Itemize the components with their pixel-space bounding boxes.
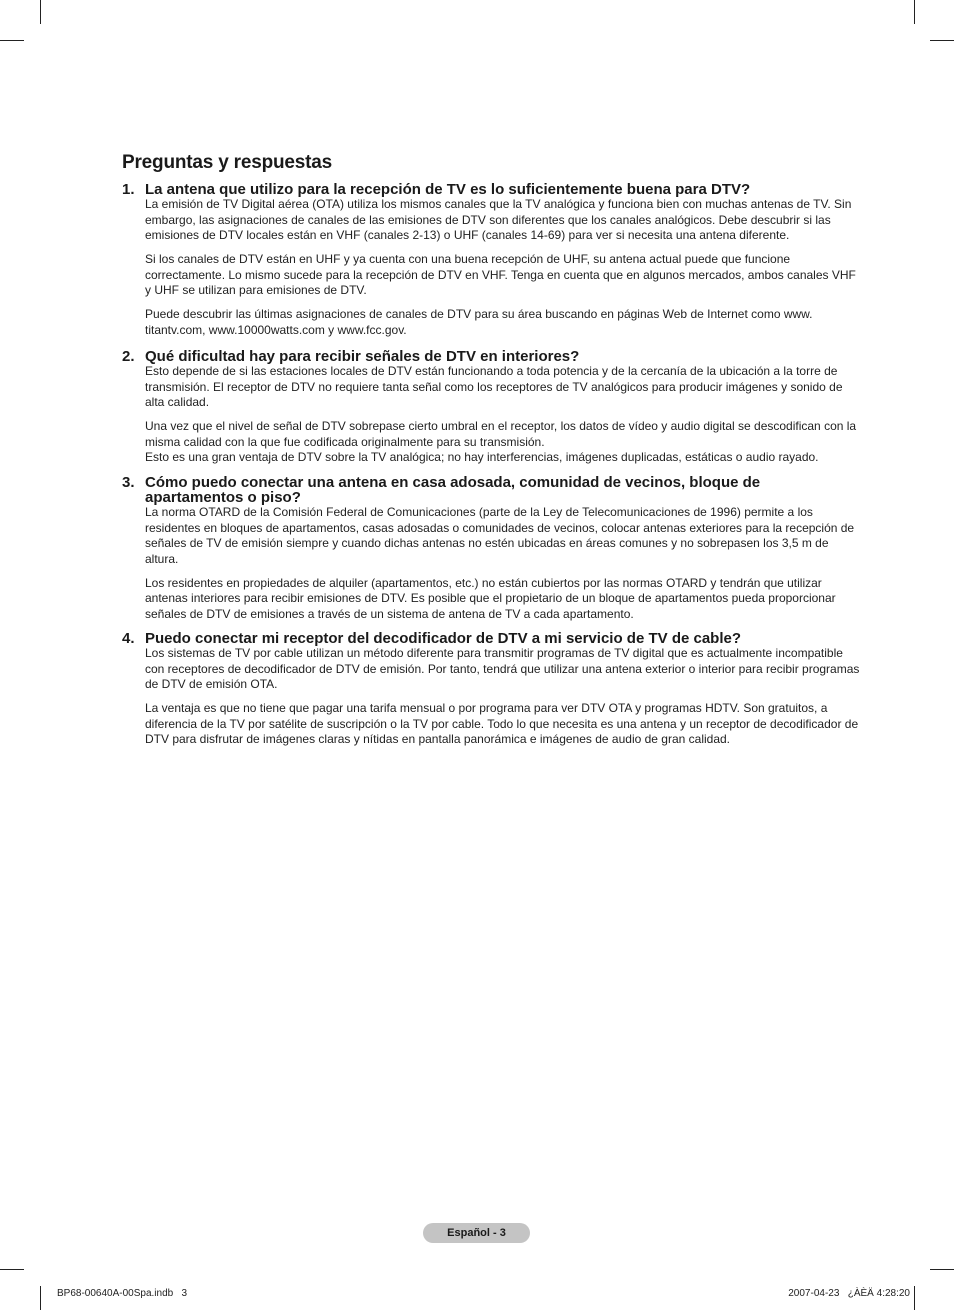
question-text: Qué dificultad hay para recibir señales de DTV en interiores?: [145, 348, 580, 365]
answer-paragraph: La emisión de TV Digital aérea (OTA) utiliza los mismos canales que la TV analógica y funciona bien con muchas antenas de TV. Sin embargo, las asignaciones de canales de las emisiones de DTV son diferentes que los canales analógicos. Debe descubrir si las emisiones de DTV locales están en VHF (canales 2-13) o UHF (canales 14-69) para ver si necesita una antena diferente.: [145, 197, 852, 243]
page-title: Preguntas y respuestas: [122, 152, 332, 173]
question-number: 3.: [122, 474, 135, 491]
answer: [145, 197, 860, 339]
answer-paragraph: La norma OTARD de la Comisión Federal de Comunicaciones (parte de la Ley de Telecomunicaciones de 1996) permite a los residentes en bloques de apartamentos, casas adosadas o comunidades de vecinos, colocar antenas exteriores para la recepción de señales de TV de emisión siempre y cuando dichas antenas no estén ubicadas en áreas comunes y no sobrepasen los 3,5 m de altura.: [145, 505, 855, 566]
answer-paragraph: Los sistemas de TV por cable utilizan un método diferente para transmitir programas de TV digital que es actualmente incompatible con receptores de decodificador de DTV de emisión. Por tanto, tendrá que utilizar una antena exterior o interior para recibir programas de DTV de emisión OTA.: [145, 646, 860, 692]
footer-timestamp: 2007-04-23 ¿ÀÈÄ 4:28:20: [788, 1288, 910, 1299]
answer-paragraph: Los residentes en propiedades de alquiler (apartamentos, etc.) no están cubiertos por las normas OTARD y tendrán que utilizar antenas interiores para recibir emisiones de DTV. Es posible que el propietario de un bloque de apartamentos pueda proporcionar señales de DTV de emisiones a través de un sistema de antena de TV a cada apartamento.: [145, 575, 836, 621]
crop-mark-top-left-horizontal: [0, 40, 24, 41]
answer: [145, 364, 860, 466]
crop-mark-bottom-left-horizontal: [0, 1269, 24, 1270]
question-number: 1.: [122, 181, 135, 198]
question-4: [122, 631, 860, 748]
answer: [145, 646, 860, 748]
answer-paragraph: Esto depende de si las estaciones locales de DTV están funcionando a toda potencia y de la cercanía de la ubicación a la torre de transmisión. El receptor de DTV no requiere tanta señal como los receptores de TV analógicos para producir imágenes y sonido de alta calidad.: [145, 364, 843, 410]
question-text: Cómo puedo conectar una antena en casa adosada, comunidad de vecinos, bloque de apartamentos o piso?: [145, 474, 761, 506]
crop-mark-top-left-vertical: [40, 0, 41, 24]
question-number: 4.: [122, 630, 135, 647]
crop-mark-top-right-vertical: [914, 0, 915, 24]
crop-mark-bottom-right-horizontal: [930, 1269, 954, 1270]
question-heading: [122, 182, 860, 197]
answer-paragraph: Puede descubrir las últimas asignaciones de canales de DTV para su área buscando en páginas Web de Internet como www. titantv.com, www.10000watts.com y www.fcc.gov.: [145, 307, 813, 337]
answer: [145, 505, 860, 623]
footer-file-info: BP68-00640A-00Spa.indb 3: [57, 1288, 188, 1299]
question-heading: [122, 349, 860, 364]
question-heading: [122, 631, 860, 646]
question-3: [122, 475, 860, 623]
answer-paragraph: Una vez que el nivel de señal de DTV sobrepase cierto umbral en el receptor, los datos de vídeo y audio digital se descodifican con la misma calidad con la que fue codificada originalmente para su transmisión. Esto es una gran ventaja de DTV sobre la TV analógica; no hay interferencias, imágenes duplicadas, estáticas o audio rayado.: [145, 419, 857, 465]
crop-mark-bottom-right-vertical: [914, 1286, 915, 1310]
answer-paragraph: La ventaja es que no tiene que pagar una tarifa mensual o por programa para ver DTV OTA y programas HDTV. Son gratuitos, a diferencia de la TV por satélite de suscripción o la TV por cable. Todo lo que necesita es una antena y un receptor de decodificador de DTV para disfrutar de imágenes claras y nítidas en pantalla panorámica e imágenes de audio de gran calidad.: [145, 701, 859, 747]
crop-mark-top-right-horizontal: [930, 40, 954, 41]
page-number-badge: Español - 3: [423, 1223, 530, 1243]
question-heading: [122, 475, 860, 505]
question-number: 2.: [122, 348, 135, 365]
question-1: [122, 182, 860, 339]
question-text: Puedo conectar mi receptor del decodificador de DTV a mi servicio de TV de cable?: [145, 630, 742, 647]
question-text: La antena que utilizo para la recepción de TV es lo suficientemente buena para DTV?: [145, 181, 751, 198]
answer-paragraph: Si los canales de DTV están en UHF y ya cuenta con una buena recepción de UHF, su antena actual puede que funcione correctamente. Lo mismo sucede para la recepción de DTV en VHF. Tenga en cuenta que en algunos mercados, ambos canales VHF y UHF se utilizan para emisiones de DTV.: [145, 252, 856, 298]
question-2: [122, 349, 860, 466]
crop-mark-bottom-left-vertical: [40, 1286, 41, 1310]
